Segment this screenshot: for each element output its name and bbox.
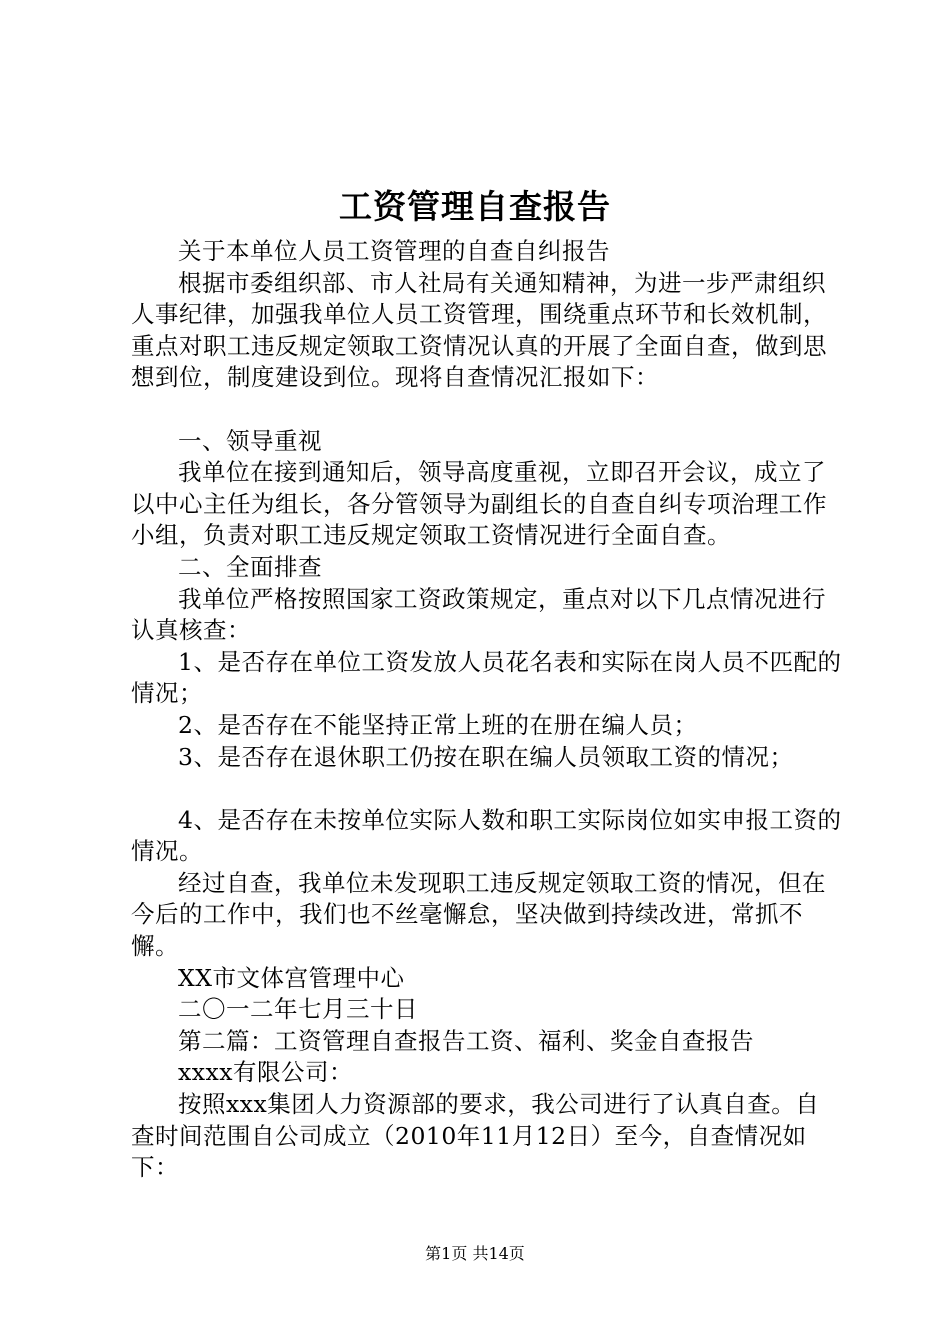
signature-organization: XX市文体宫管理中心 xyxy=(178,963,405,992)
document-title: 工资管理自查报告 xyxy=(339,187,611,226)
check-item-4: 4、是否存在未按单位实际人数和职工实际岗位如实申报工资的情况。 xyxy=(131,805,842,866)
conclusion-paragraph: 经过自查，我单位未发现职工违反规定领取工资的情况，但在今后的工作中，我们也不丝毫懈怠，坚决做到持续改进，常抓不懈。 xyxy=(131,868,826,961)
section-heading-leadership: 一、领导重视 xyxy=(178,426,322,455)
addressee-line: xxxx有限公司： xyxy=(178,1058,354,1087)
check-item-2: 2、是否存在不能坚持正常上班的在册在编人员； xyxy=(178,710,698,739)
page-number-footer: 第1页 共14页 xyxy=(425,1244,525,1263)
report-heading-line: 关于本单位人员工资管理的自查自纠报告 xyxy=(178,237,610,265)
inspection-paragraph: 我单位严格按照国家工资政策规定，重点对以下几点情况进行认真核查： xyxy=(131,584,826,645)
check-item-3: 3、是否存在退休职工仍按在职在编人员领取工资的情况； xyxy=(178,742,794,771)
second-article-title: 第二篇：工资管理自查报告工资、福利、奖金自查报告 xyxy=(178,1026,754,1055)
leadership-paragraph: 我单位在接到通知后，领导高度重视，立即召开会议，成立了以中心主任为组长，各分管领导为副组长的自查自纠专项治理工作小组，负责对职工违反规定领取工资情况进行全面自查。 xyxy=(131,458,827,550)
second-article-intro: 按照xxx集团人力资源部的要求，我公司进行了认真自查。自查时间范围自公司成立（2010年11月12日）至今，自查情况如下： xyxy=(131,1090,820,1182)
section-heading-inspection: 二、全面排查 xyxy=(178,552,322,581)
document-body xyxy=(131,236,843,1184)
check-item-1: 1、是否存在单位工资发放人员花名表和实际在岗人员不匹配的情况； xyxy=(131,647,842,708)
signature-date: 二〇一二年七月三十日 xyxy=(178,995,418,1024)
intro-paragraph: 根据市委组织部、市人社局有关通知精神，为进一步严肃组织人事纪律，加强我单位人员工资管理，围绕重点环节和长效机制，重点对职工违反规定领取工资情况认真的开展了全面自查，做到思想到位，制度建设到位。现将自查情况汇报如下： xyxy=(131,268,827,392)
